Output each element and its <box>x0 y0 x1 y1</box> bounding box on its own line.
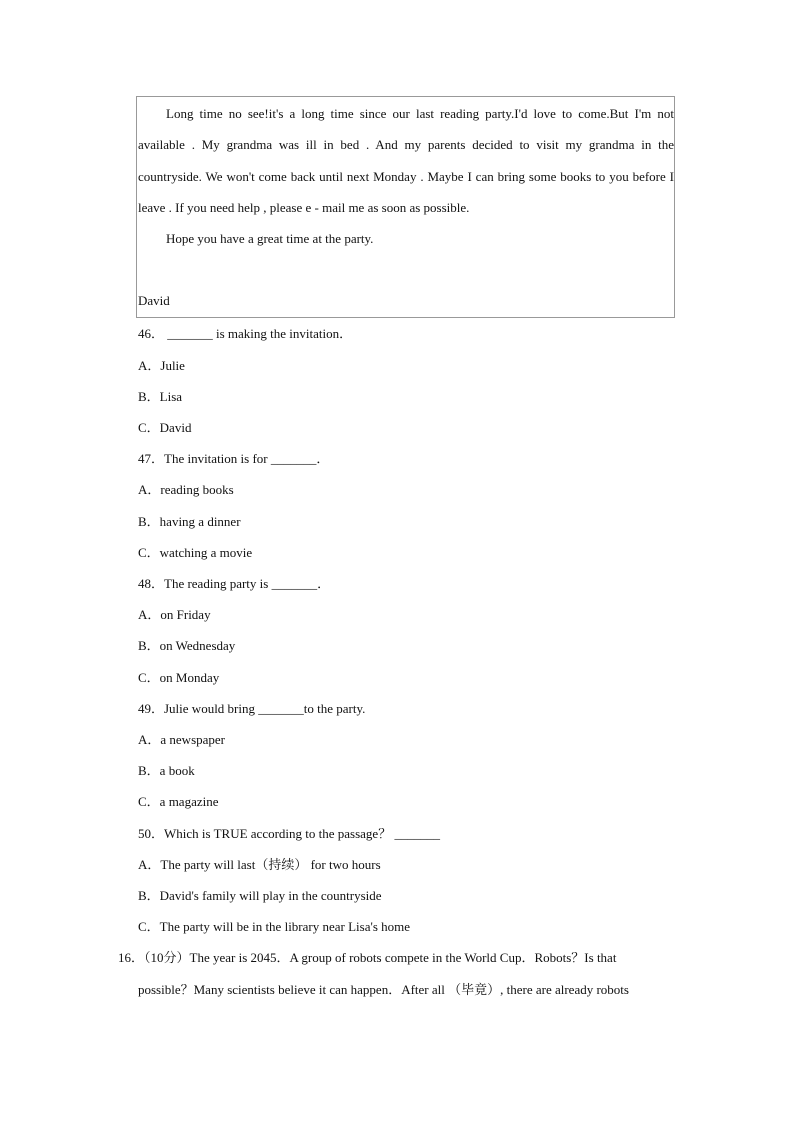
question-option: B．David's family will play in the countryside <box>138 888 382 903</box>
question-stem: 48．The reading party is _______． <box>138 576 331 591</box>
question-option: B．Lisa <box>138 389 183 404</box>
next-question-line-2: possible？Many scientists believe it can happen．After all （毕竟）, there are already robots <box>138 982 629 997</box>
question-option: A．Julie <box>138 358 185 373</box>
question-option: B．having a dinner <box>138 514 241 529</box>
question-option: B．on Wednesday <box>138 638 236 653</box>
question-option: C．a magazine <box>138 794 219 809</box>
question-stem: 47．The invitation is for _______． <box>138 451 330 466</box>
next-question-line-1: 16．（10分）The year is 2045．A group of robots compete in the World Cup．Robots？Is that <box>118 950 617 965</box>
question-option: C．David <box>138 420 192 435</box>
question-stem: 46． _______ is making the invitation． <box>138 326 353 341</box>
question-option: B．a book <box>138 763 195 778</box>
letter-signature: David <box>138 293 170 308</box>
question-option: C．watching a movie <box>138 545 253 560</box>
letter-paragraph-2: Hope you have a great time at the party. <box>166 231 374 246</box>
question-stem: 50．Which is TRUE according to the passage？ _______ <box>138 826 440 841</box>
question-option: C．The party will be in the library near Lisa's home <box>138 919 411 934</box>
question-stem: 49．Julie would bring _______to the party. <box>138 701 366 716</box>
question-option: A．a newspaper <box>138 732 225 747</box>
question-option: A．reading books <box>138 482 234 497</box>
question-option: A．on Friday <box>138 607 211 622</box>
letter-paragraph-1: Long time no see!it's a long time since our last reading party.I'd love to come.But I'm not available . My grandma was ill in bed . And my parents decided to visit my grandma in the countryside. We won't come back until next Monday . Maybe I can bring some books to you before I leave . If you need help , please e - mail me as soon as possible. <box>138 106 674 215</box>
question-option: A．The party will last（持续） for two hours <box>138 857 381 872</box>
question-option: C．on Monday <box>138 670 220 685</box>
